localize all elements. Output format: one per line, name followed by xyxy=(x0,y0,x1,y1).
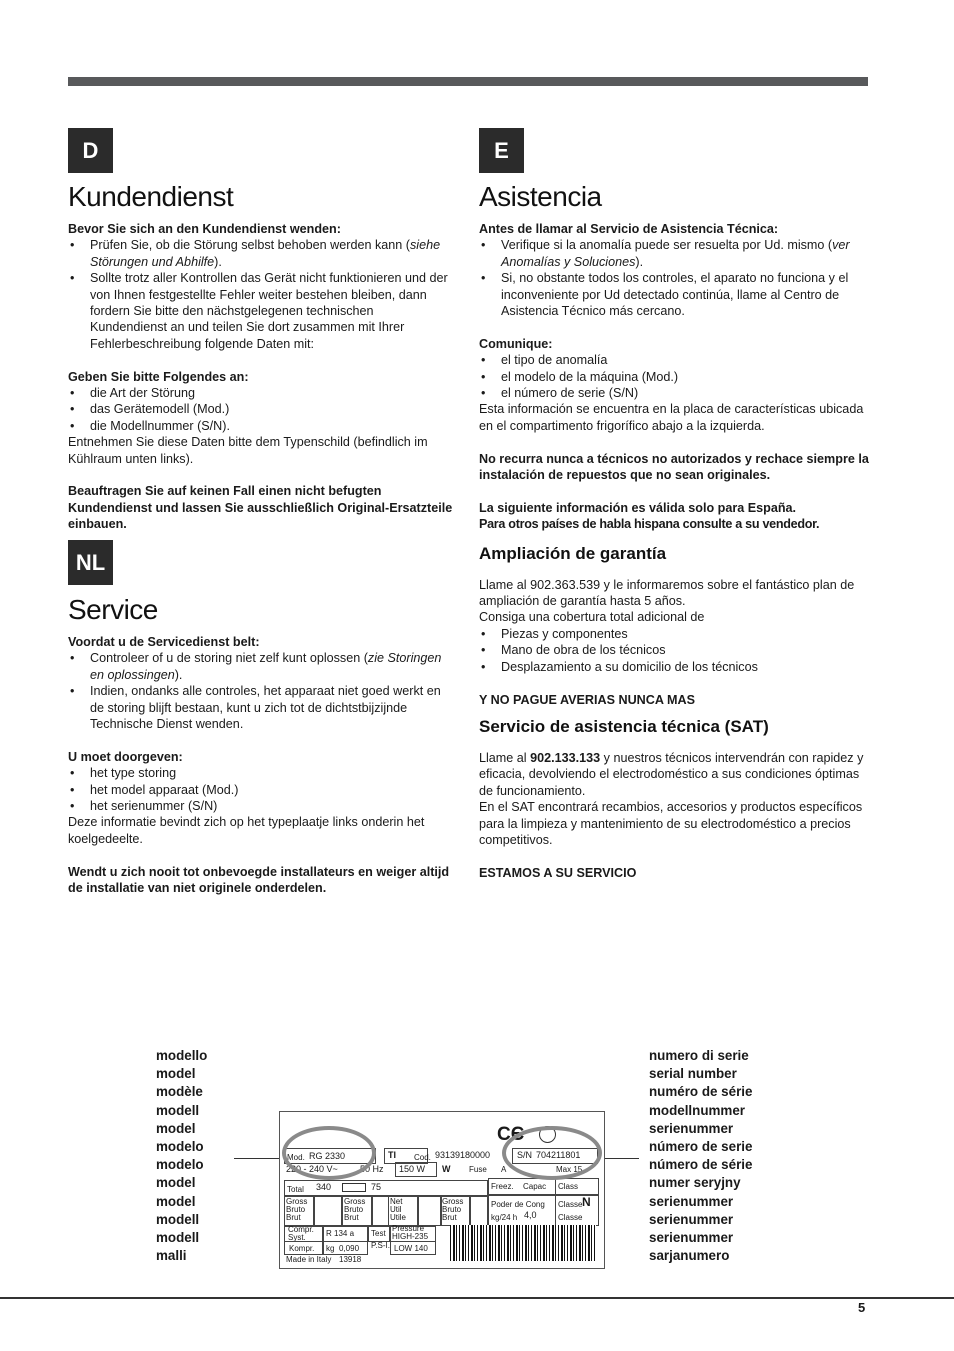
list-item: • Prüfen Sie, ob die Störung selbst behoben werden kann (siehe Störungen und Abhilfe). xyxy=(68,237,453,270)
list-item: • el número de serie (S/N) xyxy=(479,385,869,401)
comm-heading-es: Comunique: xyxy=(479,336,553,351)
give-note-de: Entnehmen Sie diese Daten bitte dem Typenschild (befindlich im Kühlraum unten links). xyxy=(68,435,428,466)
give-heading-nl: U moet doorgeven: xyxy=(68,749,183,764)
ce-mark-icon: CЄ xyxy=(497,1124,525,1145)
guarantee-title: Ampliación de garantía xyxy=(479,543,667,563)
intro-nl: Voordat u de Servicedienst belt: xyxy=(68,635,260,649)
give-note-nl: Deze informatie bevindt zich op het typeplaatje links onderin het koelgedeelte. xyxy=(68,815,425,846)
section-de xyxy=(68,221,453,533)
list-item: • die Modellnummer (S/N). xyxy=(68,418,453,434)
serial-label-list: numero di serie serial number numéro de série modellnummer serienummer número de serie número de série numer seryjny serienummer serienummer serienummer sarjanumero xyxy=(649,1048,753,1264)
other-countries-note: Para otros países de habla hispana consulte a su vendedor. xyxy=(479,517,820,532)
comm-note-es: Esta información se encuentra en la placa de características ubicada en el compartimento frigorífico abajo a la izquierda. xyxy=(479,402,864,433)
list-item: • Mano de obra de los técnicos xyxy=(479,642,869,658)
list-item: • Piezas y componentes xyxy=(479,626,869,642)
section-nl xyxy=(68,634,453,896)
guarantee-slogan: Y NO PAGUE AVERIAS NUNCA MAS xyxy=(479,692,695,707)
warning-nl: Wendt u zich nooit tot onbevoegde installateurs en weiger altijd de installatie van niet originele onderdelen. xyxy=(68,864,450,896)
page-number: 5 xyxy=(858,1300,866,1315)
list-item: • el tipo de anomalía xyxy=(479,352,869,368)
freezer-star-icon xyxy=(342,1183,366,1192)
top-rule xyxy=(68,77,868,86)
model-label-list: modello model modèle modell model modelo modelo model model modell modell malli xyxy=(156,1048,208,1264)
title-de: Kundendienst xyxy=(68,181,234,212)
list-item: • el modelo de la máquina (Mod.) xyxy=(479,369,869,385)
list-item: • das Gerätemodell (Mod.) xyxy=(68,401,453,417)
model-leader-line xyxy=(234,1158,284,1159)
list-item: • die Art der Störung xyxy=(68,385,453,401)
list-item: • Desplazamiento a su domicilio de los técnicos xyxy=(479,659,869,675)
list-item: • Controleer of u de storing niet zelf kunt oplossen (zie Storingen en oplossingen). xyxy=(68,650,453,683)
guarantee-text2: Consiga una cobertura total adicional de xyxy=(479,610,705,625)
model-highlight-circle xyxy=(282,1126,376,1180)
serial-highlight-circle xyxy=(502,1126,602,1180)
barcode-icon xyxy=(450,1225,596,1261)
intro-de: Bevor Sie sich an den Kundendienst wenden: xyxy=(68,222,341,236)
guarantee-text: Llame al 902.363.539 y le informaremos sobre el fantástico plan de ampliación de garantía hasta 5 años. xyxy=(479,577,855,609)
list-item: • het serienummer (S/N) xyxy=(68,798,453,814)
warning-es: No recurra nunca a técnicos no autorizados y rechace siempre la instalación de repuestos que no sean originales. xyxy=(479,451,869,483)
bottom-rule xyxy=(0,1297,954,1299)
sat-phone: 902.133.133 xyxy=(530,750,601,765)
sat-title: Servicio de asistencia técnica (SAT) xyxy=(479,716,769,736)
language-badge-de: D xyxy=(68,128,113,173)
title-nl: Service xyxy=(68,594,158,625)
list-item: • Verifique si la anomalía puede ser resuelta por Ud. mismo (ver Anomalías y Soluciones). xyxy=(479,237,869,270)
give-heading-de: Geben Sie bitte Folgendes an: xyxy=(68,369,249,384)
list-item: • het model apparaat (Mod.) xyxy=(68,782,453,798)
rating-plate: CЄ Mod. RG 2330 TI Cod. 93139180000 S/N 704211801 220 - 240 V~ 50 Hz 150 W W Fuse A Max 15 Total 340 75 Freez. Capac Class Gross Bruto Brut Gross Bruto Brut Net Util Utile Gross Bruto Brut Poder de Cong kg/24 h 4,0 Classe N Classe Compr. Syst. R 134 a Test Pressure HIGH-235 Kompr. kg 0,090 P.S-I. LOW 140 Made in Italy 13918 xyxy=(279,1111,605,1269)
sat-slogan: ESTAMOS A SU SERVICIO xyxy=(479,865,637,880)
list-item: • Sollte trotz aller Kontrollen das Gerät nicht funktionieren und der von Ihnen festgestellte Fehler weiter bestehen bleiben, dann fordern Sie bitte den nächstgelegenen technischen Kundendienst an und teilen Sie dort zusammen mit Ihrer Fehlerbeschreibung folgende Daten mit: xyxy=(68,270,453,352)
language-badge-nl: NL xyxy=(68,540,113,585)
sat-text2: En el SAT encontrará recambios, accesorios y productos específicos para la limpieza y mantenimiento de su electrodoméstico a precios competitivos. xyxy=(479,800,863,847)
list-item: • Indien, ondanks alle controles, het apparaat niet goed werkt en de storing blijft bestaan, kunt u zich tot de dichtstbijzijnde Technische Dienst wenden. xyxy=(68,683,453,732)
intro-es: Antes de llamar al Servicio de Asistencia Técnica: xyxy=(479,222,779,236)
spain-note: La siguiente información es válida solo para España. xyxy=(479,500,797,515)
sat-text: Llame al 902.133.133 y nuestros técnicos intervendrán con rapidez y eficacia, devolviendo el electrodoméstico a sus condiciones óptimas de funcionamiento. xyxy=(479,750,864,798)
warning-de: Beauftragen Sie auf keinen Fall einen nicht befugten Kundendienst und lassen Sie ausschließlich Original-Ersatzteile einbauen. xyxy=(68,484,453,532)
language-badge-es: E xyxy=(479,128,524,173)
section-es xyxy=(479,221,869,881)
list-item: • Si, no obstante todos los controles, el aparato no funciona y el inconveniente por Ud detectado continúa, llame al Centro de Asistencia Técnico más cercano. xyxy=(479,270,869,319)
title-es: Asistencia xyxy=(479,181,602,212)
list-item: • het type storing xyxy=(68,765,453,781)
